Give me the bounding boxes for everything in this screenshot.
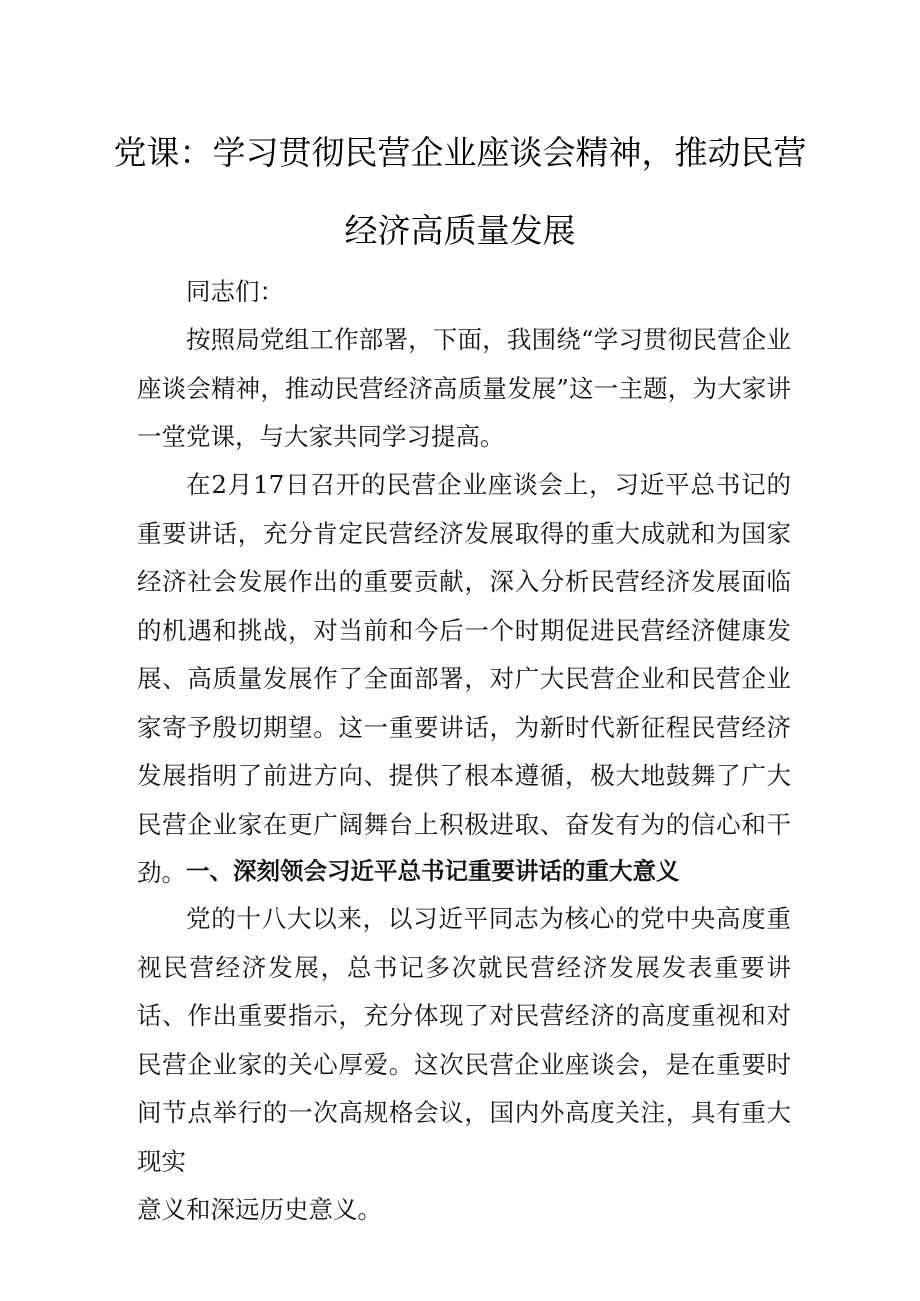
- document-title-line-1: 党课：学习贯彻民营企业座谈会精神，推动民营: [113, 133, 807, 172]
- section-heading-1: 一、深刻领会习近平总书记重要讲话的重大意义: [186, 857, 680, 885]
- salutation: 同志们：: [186, 277, 284, 306]
- paragraph-significance-tail: 意义和深远历史意义。: [137, 1195, 382, 1224]
- document-title-line-2: 经济高质量发展: [344, 211, 576, 250]
- paragraph-significance: [137, 895, 791, 1235]
- paragraph-significance-text: 党的十八大以来，以习近平同志为核心的党中央高度重视民营经济发展，总书记多次就民营经济发展发表重要讲话、作出重要指示，充分体现了对民营经济的高度重视和对民营企业家的关心厚爱。这次民营企业座谈会，是在重要时间节点举行的一次高规格会议，国内外高度关注，具有重大现实: [137, 904, 791, 1176]
- paragraph-speech-summary: 在2月17日召开的民营企业座谈会上，习近平总书记的重要讲话，充分肯定民营经济发展取得的重大成就和为国家经济社会发展作出的重要贡献，深入分析民营经济发展面临的机遇和挑战，对当前和今后一个时期促进民营经济健康发展、高质量发展作了全面部署，对广大民营企业和民营企业家寄予殷切期望。这一重要讲话，为新时代新征程民营经济发展指明了前进方向、提供了根本遵循，极大地鼓舞了广大民营企业家在更广阔舞台上积极进取、奋发有为的信心和干劲。: [137, 470, 791, 887]
- paragraph-intro: 按照局党组工作部署，下面，我围绕“学习贯彻民营企业座谈会精神，推动民营经济高质量发展”这一主题，为大家讲一堂党课，与大家共同学习提高。: [137, 325, 791, 451]
